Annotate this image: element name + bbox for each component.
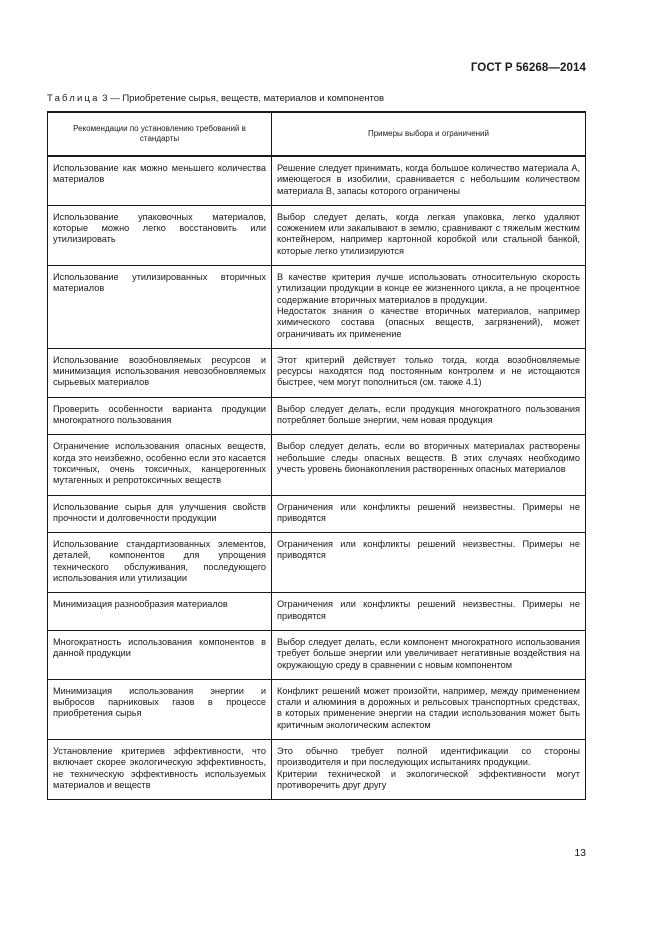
example-cell: Конфликт решений может произойти, например, между применением стали и алюминия в дорожных и рельсовых транспортных средствах, в которых применение энергии на стадии использования может быть критичным экологическим аспектом: [272, 679, 586, 739]
example-cell: Выбор следует делать, если компонент многократного использования требует больше энергии или увеличивает негативные воздействия на окружающую среду в сравнении с новым компонентом: [272, 630, 586, 679]
table-row: [48, 397, 586, 435]
table-row: [48, 348, 586, 397]
example-cell: Ограничения или конфликты решений неизвестны. Примеры не приводятся: [272, 533, 586, 593]
column-header-recommendations: Рекомендации по установлению требований в стандарты: [48, 112, 272, 156]
table-row: [48, 679, 586, 739]
recommendation-cell: Использование возобновляемых ресурсов и минимизация использования невозобновляемых сырьевых материалов: [48, 348, 272, 397]
recommendation-cell: Минимизация использования энергии и выбросов парниковых газов в процессе приобретения сырья: [48, 679, 272, 739]
example-cell: Решение следует принимать, когда большое количество материала А, имеющегося в изобилии, сравнивается с небольшим количеством материала В, запасы которого ограничены: [272, 156, 586, 205]
recommendation-cell: Использование стандартизованных элементов, деталей, компонентов для упрощения технического обслуживания, последующего использования или утилизации: [48, 533, 272, 593]
example-cell: Этот критерий действует только тогда, когда возобновляемые ресурсы находятся под постоянным контролем и не истощаются быстрее, чем могут пополниться (см. также 4.1): [272, 348, 586, 397]
table-row: [48, 533, 586, 593]
example-cell: В качестве критерия лучше использовать относительную скорость утилизации продукции в конце ее жизненного цикла, а не процентное содержание вторичных материалов в продукции. Недостаток знания о качестве вторичных материалов, например химического состава (опасных веществ, загрязнений), может ограничивать их применение: [272, 266, 586, 349]
recommendation-cell: Установление критериев эффективности, что включает скорее экологическую эффективность, не техническую эффективность используемых материалов и веществ: [48, 739, 272, 799]
column-header-examples: Примеры выбора и ограничений: [272, 112, 586, 156]
table-row: [48, 495, 586, 533]
recommendation-cell: Ограничение использования опасных веществ, когда это неизбежно, особенно если это касается токсичных, очень токсичных, канцерогенных мутагенных и репротоксичных веществ: [48, 435, 272, 495]
requirements-table: [47, 111, 586, 800]
recommendation-cell: Проверить особенности варианта продукции многократного пользования: [48, 397, 272, 435]
table-row: [48, 205, 586, 265]
table-caption-label: Таблица: [47, 93, 100, 104]
recommendation-cell: Многократность использования компонентов в данной продукции: [48, 630, 272, 679]
table-row: [48, 156, 586, 205]
recommendation-cell: Использование как можно меньшего количества материалов: [48, 156, 272, 205]
page-number: 13: [574, 847, 586, 859]
recommendation-cell: Использование сырья для улучшения свойств прочности и долговечности продукции: [48, 495, 272, 533]
example-cell: Ограничения или конфликты решений неизвестны. Примеры не приводятся: [272, 593, 586, 631]
recommendation-cell: Использование упаковочных материалов, которые можно легко восстановить или утилизировать: [48, 205, 272, 265]
example-cell: Это обычно требует полной идентификации со стороны производителя и при последующих испытаниях продукции. Критерии технической и экологической эффективности могут противоречить друг другу: [272, 739, 586, 799]
table-row: [48, 739, 586, 799]
table-row: [48, 435, 586, 495]
table-caption: [47, 93, 384, 104]
document-code: ГОСТ Р 56268—2014: [470, 62, 586, 74]
recommendation-cell: Минимизация разнообразия материалов: [48, 593, 272, 631]
table-caption-text: 3 — Приобретение сырья, веществ, материалов и компонентов: [102, 93, 385, 104]
recommendation-cell: Использование утилизированных вторичных материалов: [48, 266, 272, 349]
table-row: [48, 630, 586, 679]
table-row: [48, 593, 586, 631]
example-cell: Выбор следует делать, если продукция многократного пользования потребляет больше энергии, чем новая продукция: [272, 397, 586, 435]
table-row: [48, 266, 586, 349]
example-cell: Выбор следует делать, если во вторичных материалах растворены небольшие следы опасных веществ. В этих случаях необходимо учесть уровень бионакопления растворенных опасных материалов: [272, 435, 586, 495]
example-cell: Выбор следует делать, когда легкая упаковка, легко удаляют сожжением или закапывают в землю, сравнивают с тяжелым жестким контейнером, например картонной коробкой или стальной банкой, которые легко утилизируются: [272, 205, 586, 265]
example-cell: Ограничения или конфликты решений неизвестны. Примеры не приводятся: [272, 495, 586, 533]
